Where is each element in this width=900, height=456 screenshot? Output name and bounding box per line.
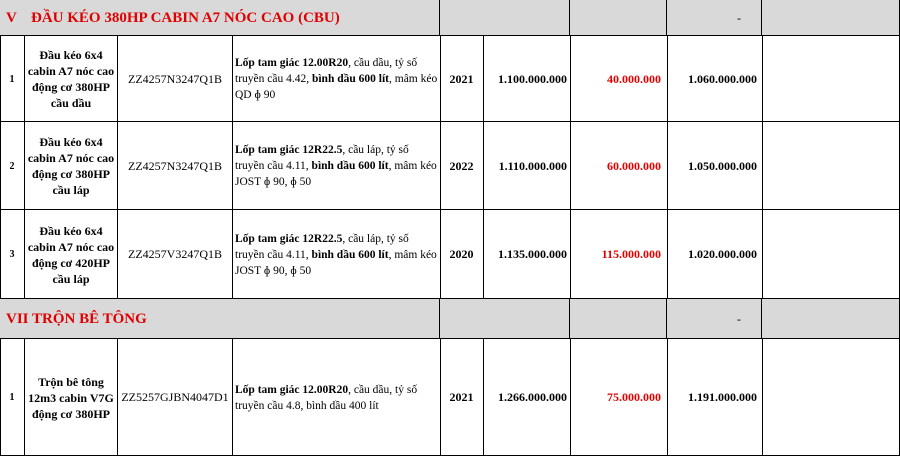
description-text: [235, 231, 438, 279]
description-segment: Lốp tam giác 12R22.5: [235, 144, 343, 156]
description-segment: Lốp tam giác 12.00R20: [235, 383, 349, 396]
vehicle-name: Đầu kéo 6x4 cabin A7 nóc cao động cơ 380HP cầu dầu: [27, 48, 115, 110]
description-text: [235, 382, 438, 414]
model-year: 2021: [449, 71, 474, 86]
vehicle-name: Trộn bê tông 12m3 cabin V7G động cơ 380HP: [28, 374, 114, 421]
description-text: [235, 142, 438, 190]
section-title: TRỘN BÊ TÔNG: [32, 310, 147, 327]
table-cell: [762, 339, 900, 456]
vehicle-code: ZZ4257V3247Q1B: [128, 247, 222, 261]
vehicle-name: Đầu kéo 6x4 cabin A7 nóc cao động cơ 420HP cầu láp: [27, 223, 115, 286]
section-dash: -: [737, 10, 741, 25]
final-price: 1.020.000.000: [688, 247, 757, 261]
table-cell: [762, 122, 900, 210]
list-price: 1.100.000.000: [498, 71, 567, 86]
vehicle-description: [235, 339, 438, 456]
discount-amount: 75.000.000: [607, 390, 661, 404]
row-index: 1: [9, 73, 15, 85]
vehicle-description: [235, 122, 438, 210]
section-dash: -: [737, 311, 741, 326]
table-cell: [762, 36, 900, 122]
section-number: V: [6, 9, 17, 26]
vehicle-description: [235, 210, 438, 299]
model-year: 2021: [449, 390, 474, 404]
discount-amount: 115.000.000: [601, 247, 661, 261]
description-segment: , mâm kéo JOST ɸ 90, ɸ 50: [235, 248, 437, 277]
description-segment: , cầu dầu, tỷ số truyền cầu 4.8, bình dầu 400 lít: [235, 383, 418, 412]
section-title: ĐẦU KÉO 380HP CABIN A7 NÓC CAO (CBU): [31, 9, 340, 26]
model-year: 2022: [449, 158, 474, 173]
description-segment: , cầu láp, tỷ số truyền cầu 4.11,: [235, 232, 409, 261]
section-number: VII: [6, 310, 29, 327]
list-price: 1.135.000.000: [498, 247, 567, 261]
vehicle-description: [235, 36, 438, 122]
vehicle-code: ZZ4257N3247Q1B: [128, 71, 222, 86]
description-segment: bình dầu 600 lít: [311, 160, 389, 172]
list-price: 1.110.000.000: [498, 158, 567, 173]
table-cell: [762, 210, 900, 299]
model-year: 2020: [449, 247, 474, 261]
vehicle-name: Đầu kéo 6x4 cabin A7 nóc cao động cơ 380HP cầu láp: [27, 135, 115, 197]
list-price: 1.266.000.000: [498, 390, 567, 404]
discount-amount: 60.000.000: [607, 158, 661, 173]
description-segment: , mâm kéo JOST ɸ 90, ɸ 50: [235, 160, 437, 188]
description-segment: , mâm kéo QD ɸ 90: [235, 73, 438, 101]
description-segment: bình dầu 600 lít: [311, 248, 389, 261]
row-index: 1: [9, 392, 15, 403]
row-index: 2: [9, 160, 15, 172]
description-text: [235, 55, 438, 103]
discount-amount: 40.000.000: [607, 71, 661, 86]
final-price: 1.050.000.000: [688, 158, 757, 173]
description-segment: Lốp tam giác 12R22.5: [235, 232, 343, 245]
description-segment: , cầu láp, tỷ số truyền cầu 4.11,: [235, 144, 409, 172]
description-segment: Lốp tam giác 12.00R20: [235, 57, 349, 69]
row-index: 3: [9, 249, 15, 260]
vehicle-code: ZZ4257N3247Q1B: [128, 158, 222, 173]
description-segment: bình dầu 600 lít: [311, 73, 389, 85]
description-segment: , cầu dầu, tỷ số truyền cầu 4.42,: [235, 57, 418, 85]
final-price: 1.191.000.000: [688, 390, 757, 404]
final-price: 1.060.000.000: [688, 71, 757, 86]
vehicle-code: ZZ5257GJBN4047D1: [121, 390, 229, 404]
